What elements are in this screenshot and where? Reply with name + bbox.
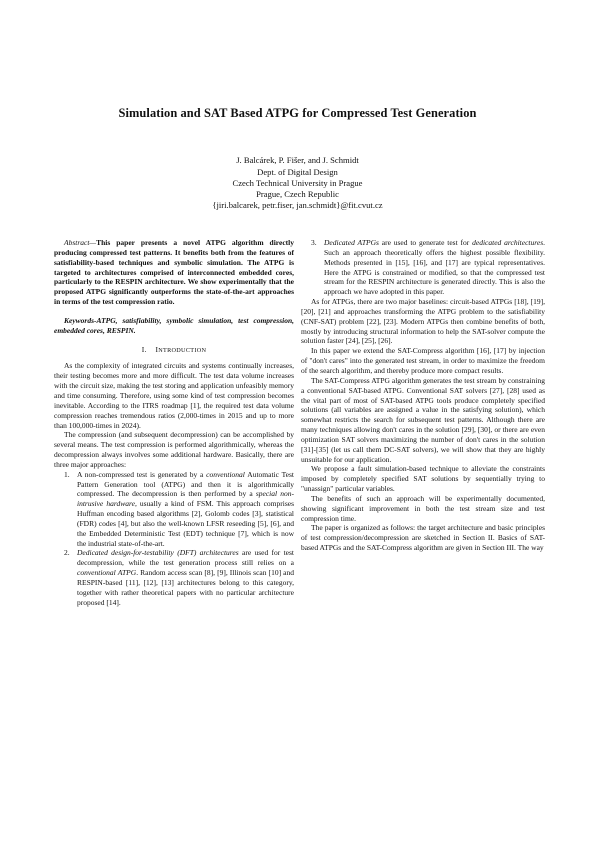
abstract xyxy=(54,238,294,307)
list-number: 2. xyxy=(64,548,70,558)
left-column xyxy=(54,238,294,608)
paper-title: Simulation and SAT Based ATPG for Compressed Test Generation xyxy=(118,106,477,120)
intro-paragraph-6: We propose a fault simulation-based technique to alleviate the constraints imposed by completely specified SAT solutions by sequentially trying to "unassign" particular variables. xyxy=(301,464,545,494)
approach-item-3 xyxy=(301,238,545,297)
section-number: I. xyxy=(141,344,147,354)
item-text: are used for test decompression, while the test generation process still relies on a xyxy=(77,548,294,568)
intro-paragraph-7: The benefits of such an approach will be experimentally documented, showing significant improvement in both the test stream size and test compression time. xyxy=(301,493,545,523)
item-emphasis: Dedicated ATPGs xyxy=(324,238,379,247)
item-text: . Random access scan [8], [9], Illinois scan [10] and RESPIN-based [11], [12], [13] architectures belong to this category, together with rather theoretical papers with no particular architecture proposed [14]. xyxy=(77,568,294,607)
intro-paragraph-1: As the complexity of integrated circuits and systems continually increases, their testing becomes more and more difficult. The test data volume increases with the circuit size, making the test storing and application unfeasibly memory and time consuming. Therefore, using some kind of test compression becomes inevitable. According to the ITRS roadmap [1], the required test data volume compression reaches tremendous ratios (2,000-times in 2015 and up to more than 100,000-times in 2024). xyxy=(54,361,294,430)
author-names: J. Balcárek, P. Fišer, and J. Schmidt xyxy=(236,155,359,165)
intro-paragraph-8: The paper is organized as follows: the target architecture and basic principles of test compression/decompression are sketched in Section II. Basics of SAT-based ATPGs and the SAT-Compress algorithm are given in Section III. The way xyxy=(301,523,545,553)
item-text: are used to generate test for xyxy=(378,238,473,247)
item-emphasis: conventional ATPG xyxy=(77,568,137,578)
intro-paragraph-2: The compression (and subsequent decompression) can be accomplished by several means. The test compression is performed algorithmically, whereas the decompression always involves some additional hardware. Basically, there are three major approaches: xyxy=(54,430,294,469)
item-text: . Such an approach theoretically offers the highest possible flexibility. Methods presented in [15], [16], and [17] are typical representatives. Here the ATPG is constrained or modified, so that the compressed test stream for the RESPIN architecture is generated directly. This is also the approach we have adopted in this paper. xyxy=(324,238,546,297)
intro-paragraph-3: As for ATPGs, there are two major baselines: circuit-based ATPGs [18], [19], [20], [21] and approaches transforming the ATPG problem to the satisfiability (CNF-SAT) problem [22], [23]. Modern ATPGs then combine benefits of both, mostly by introducing structural information to help the SAT-solver compute the solution faster [24], [25], [26]. xyxy=(301,297,545,346)
item-text: A non-compressed test is generated by a xyxy=(77,469,207,479)
approach-list-continued xyxy=(301,238,545,297)
approach-list xyxy=(54,470,294,608)
section-heading-introduction xyxy=(54,345,294,356)
approach-item-1 xyxy=(54,470,294,549)
abstract-text: This paper presents a novel ATPG algorithm directly producing compressed test patterns. It benefits both from the features of satisfiability-based techniques and symbolic simulation. The ATPG is targeted to architectures comprised of interconnected embedded cores, particularly to the RESPIN architecture. We show experimentally that the proposed ATPG significantly outperforms the state-of-the-art approaches in terms of the test compression ratio. xyxy=(54,238,294,307)
keywords: Keywords-ATPG, satisfiability, symbolic simulation, test compression, embedded cores, RESPIN. xyxy=(54,315,294,335)
item-emphasis: Dedicated design-for-testability (DFT) architectures xyxy=(77,548,239,558)
item-text: Automatic Test Pattern Generation tool (ATPG) and then it is algorithmically compressed. The decompression is then performed by a xyxy=(77,469,294,499)
intro-paragraph-5: The SAT-Compress ATPG algorithm generates the test stream by constraining a conventional SAT-based ATPG. Conventional SAT solvers [27], [28] used as the vital part of most of SAT-based ATPG tools produce completely specified solutions (all variables are assigned a value in the satisfying solution), which somewhat restricts the search for subsequent test patterns. Although there are many techniques allowing don't cares in the solution [29], [30], or there are even optimization SAT solvers maximizing the number of don't cares in the solution [31]-[35] (let us call them DC-SAT solvers), we will show that they are highly unsuitable for our application. xyxy=(301,375,545,464)
intro-paragraph-4: In this paper we extend the SAT-Compress algorithm [16], [17] by injection of "don't cares" into the generated test stream, in order to maximize the freedom of the search algorithm, and thereby produce more compact results. xyxy=(301,346,545,375)
right-column xyxy=(301,238,545,553)
author-block xyxy=(0,155,595,211)
item-emphasis: conventional xyxy=(206,469,245,479)
list-number: 3. xyxy=(311,238,317,247)
affiliation-university: Czech Technical University in Prague xyxy=(232,177,363,188)
affiliation-city: Prague, Czech Republic xyxy=(256,188,339,199)
item-emphasis: special non-intrusive hardware xyxy=(77,489,294,509)
section-title-initial: I xyxy=(155,344,159,354)
section-title-rest: NTRODUCTION xyxy=(158,346,207,354)
author-emails: {jiri.balcarek, petr.fiser, jan.schmidt}@fit.cvut.cz xyxy=(212,199,383,210)
list-number: 1. xyxy=(64,469,70,479)
item-text: , usually a kind of FSM. This approach comprises Huffman encoding based algorithms [2], Golomb codes [3], statistical (FDR) codes [4], but also the well-known LFSR reseeding [5], [6], and the Embedded Deterministic Test (EDT) technique [7], which is now the industrial state-of-the-art. xyxy=(77,499,294,548)
affiliation-dept: Dept. of Digital Design xyxy=(257,166,338,177)
approach-item-2 xyxy=(54,548,294,607)
item-emphasis: dedicated architectures xyxy=(472,238,544,247)
abstract-lead: Abstract— xyxy=(64,238,97,247)
